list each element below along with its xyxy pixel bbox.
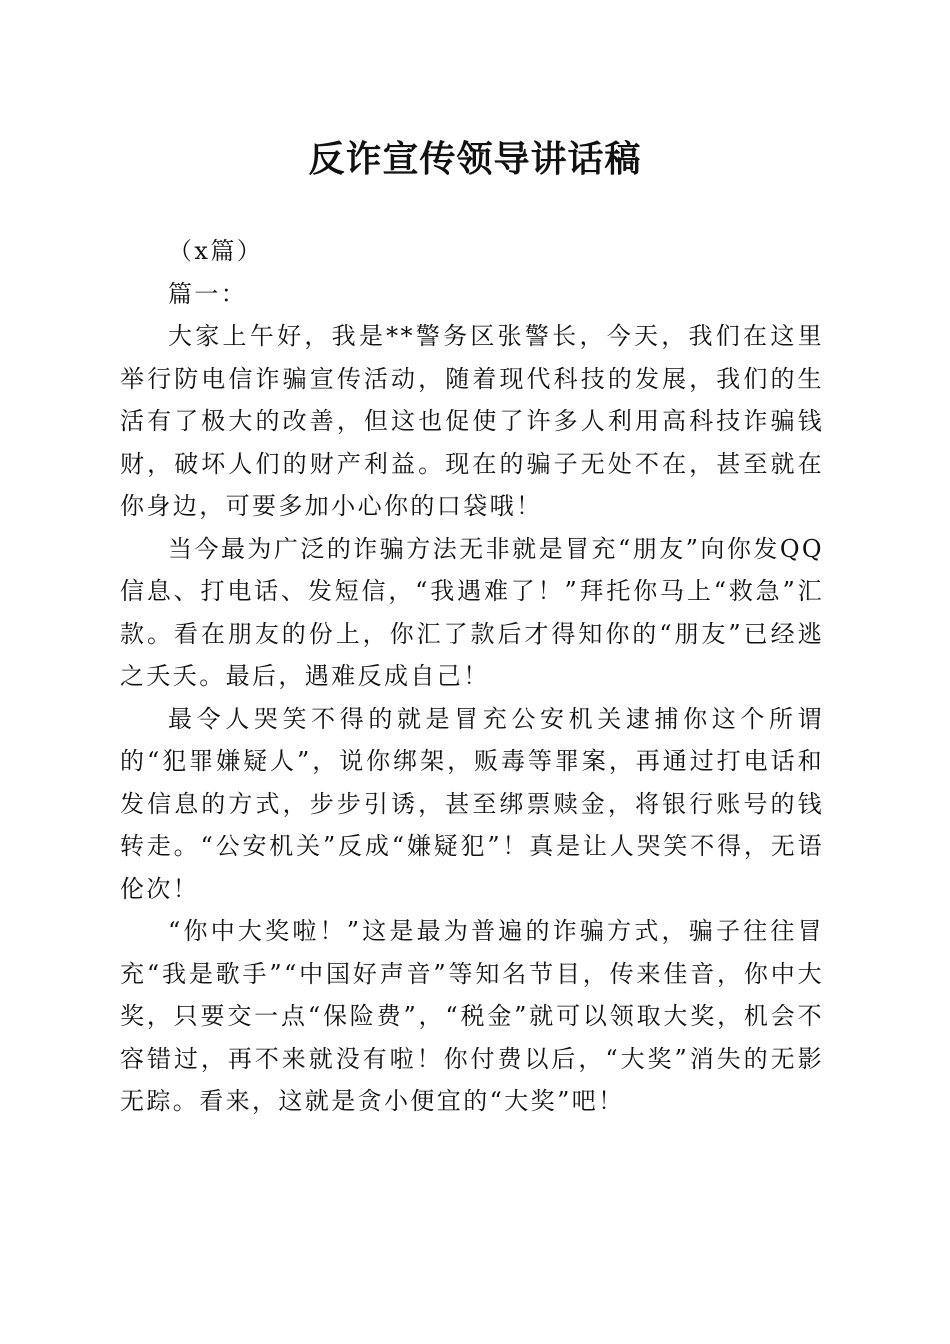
subtitle: （x篇） <box>168 237 264 265</box>
document-body <box>120 230 824 1123</box>
paragraph: 当今最为广泛的诈骗方法无非就是冒充“朋友”向你发QQ信息、打电话、发短信，“我遇难了！”拜托你马上“救急”汇款。看在朋友的份上，你汇了款后才得知你的“朋友”已经逃之夭夭。最后，遇难反成自己！ <box>120 534 824 690</box>
document-title: 反诈宣传领导讲话稿 <box>308 138 642 180</box>
paragraph: 大家上午好，我是**警务区张警长，今天，我们在这里举行防电信诈骗宣传活动，随着现代科技的发展，我们的生活有了极大的改善，但这也促使了许多人利用高科技诈骗钱财，破坏人们的财产利益。现在的骗子无处不在，甚至就在你身边，可要多加小心你的口袋哦！ <box>120 322 824 520</box>
section-label: 篇一： <box>168 279 248 308</box>
paragraph: “你中大奖啦！”这是最为普遍的诈骗方式，骗子往往冒充“我是歌手”“中国好声音”等知名节目，传来佳音，你中大奖，只要交一点“保险费”，“税金”就可以领取大奖，机会不容错过，再不来就没有啦！你付费以后，“大奖”消失的无影无踪。看来，这就是贪小便宜的“大奖”吧！ <box>120 917 824 1115</box>
paragraph: 最令人哭笑不得的就是冒充公安机关逮捕你这个所谓的“犯罪嫌疑人”，说你绑架，贩毒等罪案，再通过打电话和发信息的方式，步步引诱，甚至绑票赎金，将银行账号的钱转走。“公安机关”反成“嫌疑犯”！真是让人哭笑不得，无语伦次！ <box>120 704 824 903</box>
